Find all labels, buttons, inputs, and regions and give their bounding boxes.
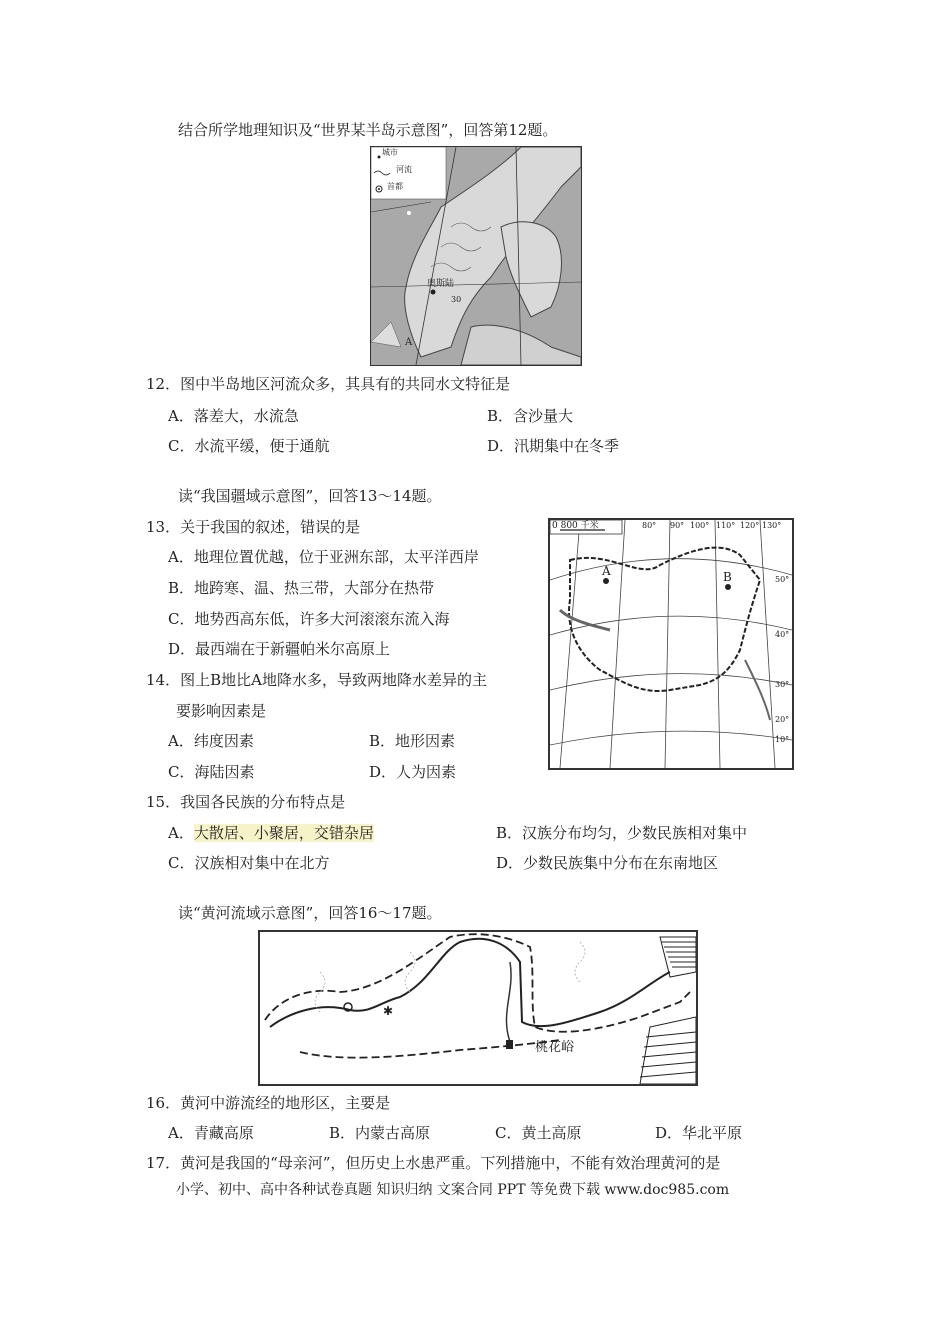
q14-stem-line2: 要影响因素是 — [176, 702, 267, 720]
intro-text-3: 读“黄河流域示意图”，回答16～17题。 — [178, 904, 442, 922]
point-a-label: A — [602, 564, 611, 578]
yellow-river-map — [258, 930, 698, 1086]
lat-label-20: 20° — [775, 715, 790, 724]
yellow-river-map-graphic — [260, 932, 696, 1084]
legend-capital: 首都 — [387, 182, 403, 191]
q15-option-b: B．汉族分布均匀，少数民族相对集中 — [496, 824, 748, 842]
lon-label-120: 120° — [740, 521, 760, 530]
lon-label-100: 100° — [690, 521, 710, 530]
peninsula-map-graphic — [371, 147, 581, 365]
lat-label-10: 10° — [775, 735, 790, 744]
intro-text-2: 读“我国疆域示意图”，回答13～14题。 — [178, 487, 442, 505]
q16-option-d: D．华北平原 — [655, 1124, 743, 1142]
q16-option-a: A．青藏高原 — [168, 1124, 254, 1142]
q17-stem: 17．黄河是我国的“母亲河”，但历史上水患严重。下列措施中，不能有效治理黄河的是 — [146, 1154, 721, 1172]
q12-stem: 12．图中半岛地区河流众多，其具有的共同水文特征是 — [146, 375, 511, 393]
q15-option-c: C．汉族相对集中在北方 — [168, 854, 330, 872]
q16-stem: 16．黄河中游流经的地形区，主要是 — [146, 1094, 391, 1112]
peninsula-map — [370, 146, 582, 366]
q13-stem: 13．关于我国的叙述，错误的是 — [146, 518, 361, 536]
lon-label-130: 130° — [762, 521, 782, 530]
q12-option-a: A．落差大，水流急 — [168, 407, 299, 425]
q14-option-a: A．纬度因素 — [168, 732, 254, 750]
lat-label-40: 40° — [775, 630, 790, 639]
q12-option-b: B．含沙量大 — [487, 407, 574, 425]
marker-a: A — [405, 337, 413, 348]
q14-option-d: D．人为因素 — [369, 763, 457, 781]
q13-option-b: B．地跨寒、温、热三带，大部分在热带 — [168, 579, 435, 597]
isotherm-label: 30 — [451, 295, 462, 304]
legend-river: 河流 — [396, 165, 412, 174]
q15-option-a-prefix: A． — [168, 824, 194, 842]
q16-option-b: B．内蒙古高原 — [329, 1124, 431, 1142]
page-footer: 小学、初中、高中各种试卷真题 知识归纳 文案合同 PPT 等免费下载 www.doc985.com — [176, 1182, 730, 1198]
q15-option-d: D．少数民族集中分布在东南地区 — [496, 854, 719, 872]
lat-label-50: 50° — [775, 575, 790, 584]
q12-option-c: C．水流平缓，便于通航 — [168, 437, 330, 455]
q13-option-d: D．最西端在于新疆帕米尔高原上 — [168, 640, 391, 658]
lon-label-110: 110° — [716, 521, 736, 530]
q14-stem-line1: 14．图上B地比A地降水多，导致两地降水差异的主 — [146, 671, 487, 689]
oslo-label: 奥斯陆 — [427, 279, 455, 289]
q12-option-d: D．汛期集中在冬季 — [487, 437, 620, 455]
q14-option-c: C．海陆因素 — [168, 763, 255, 781]
intro-text-1: 结合所学地理知识及“世界某半岛示意图”，回答第12题。 — [178, 121, 558, 139]
legend-city: 城市 — [382, 148, 398, 157]
china-map-graphic — [550, 520, 792, 768]
q16-option-c: C．黄土高原 — [495, 1124, 582, 1142]
q13-option-c: C．地势西高东低，许多大河滚滚东流入海 — [168, 610, 450, 628]
lon-label-90: 90° — [670, 521, 685, 530]
q15-option-a-highlight: 大散居、小聚居，交错杂居 — [193, 824, 374, 842]
lon-label-80: 80° — [642, 521, 657, 530]
q14-option-b: B．地形因素 — [369, 732, 456, 750]
q15-option-a — [168, 823, 374, 843]
point-b-label: B — [723, 570, 732, 584]
taohuayu-label: 桃花峪 — [535, 1040, 575, 1055]
svg-text:✱: ✱ — [383, 1004, 394, 1018]
q15-stem: 15．我国各民族的分布特点是 — [146, 793, 346, 811]
china-territory-map — [548, 518, 794, 770]
lat-label-30: 30° — [775, 680, 790, 689]
scale-label: 0 800 千米 — [552, 521, 599, 531]
q13-option-a: A．地理位置优越，位于亚洲东部，太平洋西岸 — [168, 548, 479, 566]
